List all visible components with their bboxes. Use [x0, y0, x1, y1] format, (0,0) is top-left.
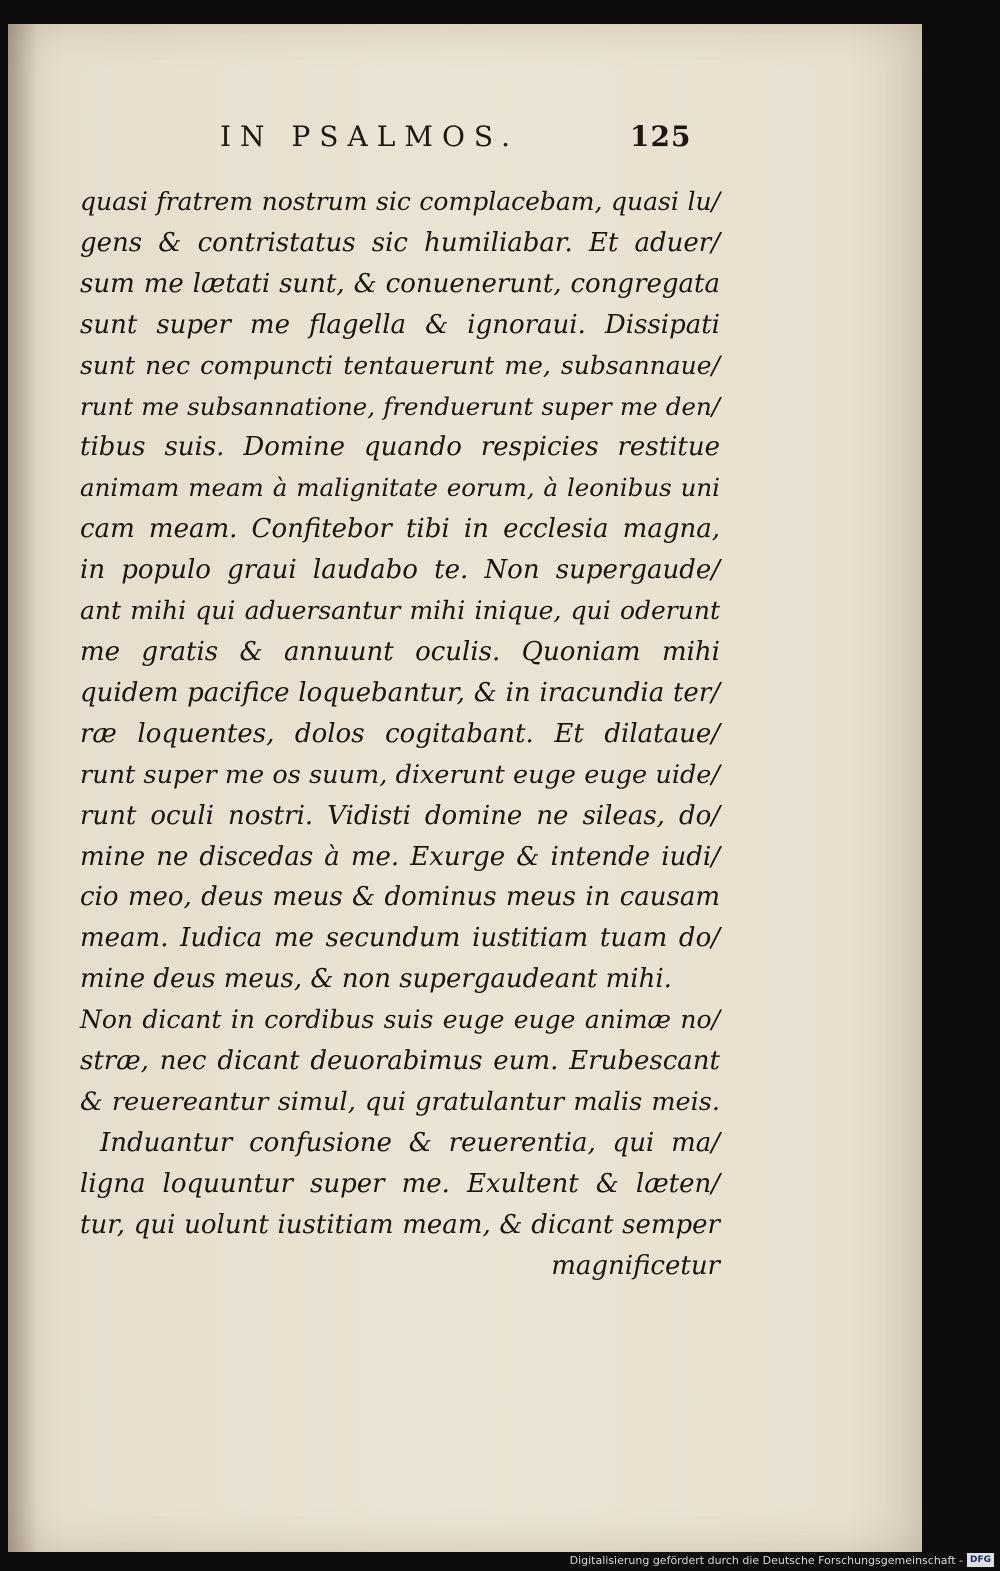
text-line: cam meam. Confitebor tibi in ecclesia magna, — [80, 514, 720, 545]
text-line: quidem pacifice loquebantur, & in iracundia ter/ — [80, 677, 720, 708]
text-line: Induantur confusione & reuerentia, qui ma/ — [100, 1127, 720, 1158]
text-line: me gratis & annuunt oculis. Quoniam mihi — [80, 636, 720, 667]
text-line: runt super me os suum, dixerunt euge euge uide/ — [80, 759, 720, 790]
text-line: tibus suis. Domine quando respicies restitue — [80, 432, 720, 463]
body-text — [80, 182, 720, 1286]
text-line: quasi fratrem nostrum sic complacebam, quasi lu/ — [80, 187, 720, 216]
text-line: ant mihi qui aduersantur mihi inique, qui oderunt — [80, 596, 720, 626]
book-page — [8, 24, 922, 1552]
digitization-footer — [570, 1552, 994, 1568]
catchword: magnificetur — [551, 1250, 720, 1281]
text-line: sum me lætati sunt, & conuenerunt, congregata — [80, 268, 720, 299]
running-title: IN PSALMOS. — [220, 120, 520, 153]
text-line: stræ, nec dicant deuorabimus eum. Erubescant — [80, 1046, 720, 1077]
text-line: meam. Iudica me secundum iustitiam tuam do/ — [80, 923, 720, 954]
text-line: mine deus meus, & non supergaudeant mihi. — [80, 964, 672, 995]
text-line: ræ loquentes, dolos cogitabant. Et dilataue/ — [80, 718, 720, 749]
text-line: tur, qui uolunt iustitiam meam, & dicant semper — [80, 1209, 720, 1240]
text-line: sunt nec compuncti tentauerunt me, subsannaue/ — [80, 350, 720, 380]
text-line: runt me subsannatione, frenduerunt super me den/ — [80, 391, 720, 421]
text-line: & reuereantur simul, qui gratulantur malis meis. — [80, 1086, 720, 1117]
text-line: sunt super me flagella & ignoraui. Dissipati — [80, 309, 720, 340]
text-line: runt oculi nostri. Vidisti domine ne sileas, do/ — [80, 800, 720, 831]
text-line: cio meo, deus meus & dominus meus in causam — [80, 882, 720, 913]
funding-note: Digitalisierung gefördert durch die Deutsche Forschungsgemeinschaft - — [569, 1553, 963, 1567]
dfg-logo-icon: DFG — [967, 1553, 994, 1567]
text-line: in populo graui laudabo te. Non supergaude/ — [80, 555, 720, 586]
text-line: gens & contristatus sic humiliabar. Et aduer/ — [80, 227, 720, 258]
text-line: mine ne discedas à me. Exurge & intende iudi/ — [80, 841, 720, 872]
page-header — [220, 120, 720, 170]
page-number: 125 — [630, 120, 692, 153]
page-gutter-shadow — [8, 24, 38, 1552]
text-line: Non dicant in cordibus suis euge euge animæ no/ — [80, 1005, 720, 1035]
text-line: animam meam à malignitate eorum, à leonibus uni — [80, 473, 720, 503]
text-line: ligna loquuntur super me. Exultent & læten/ — [80, 1168, 720, 1199]
